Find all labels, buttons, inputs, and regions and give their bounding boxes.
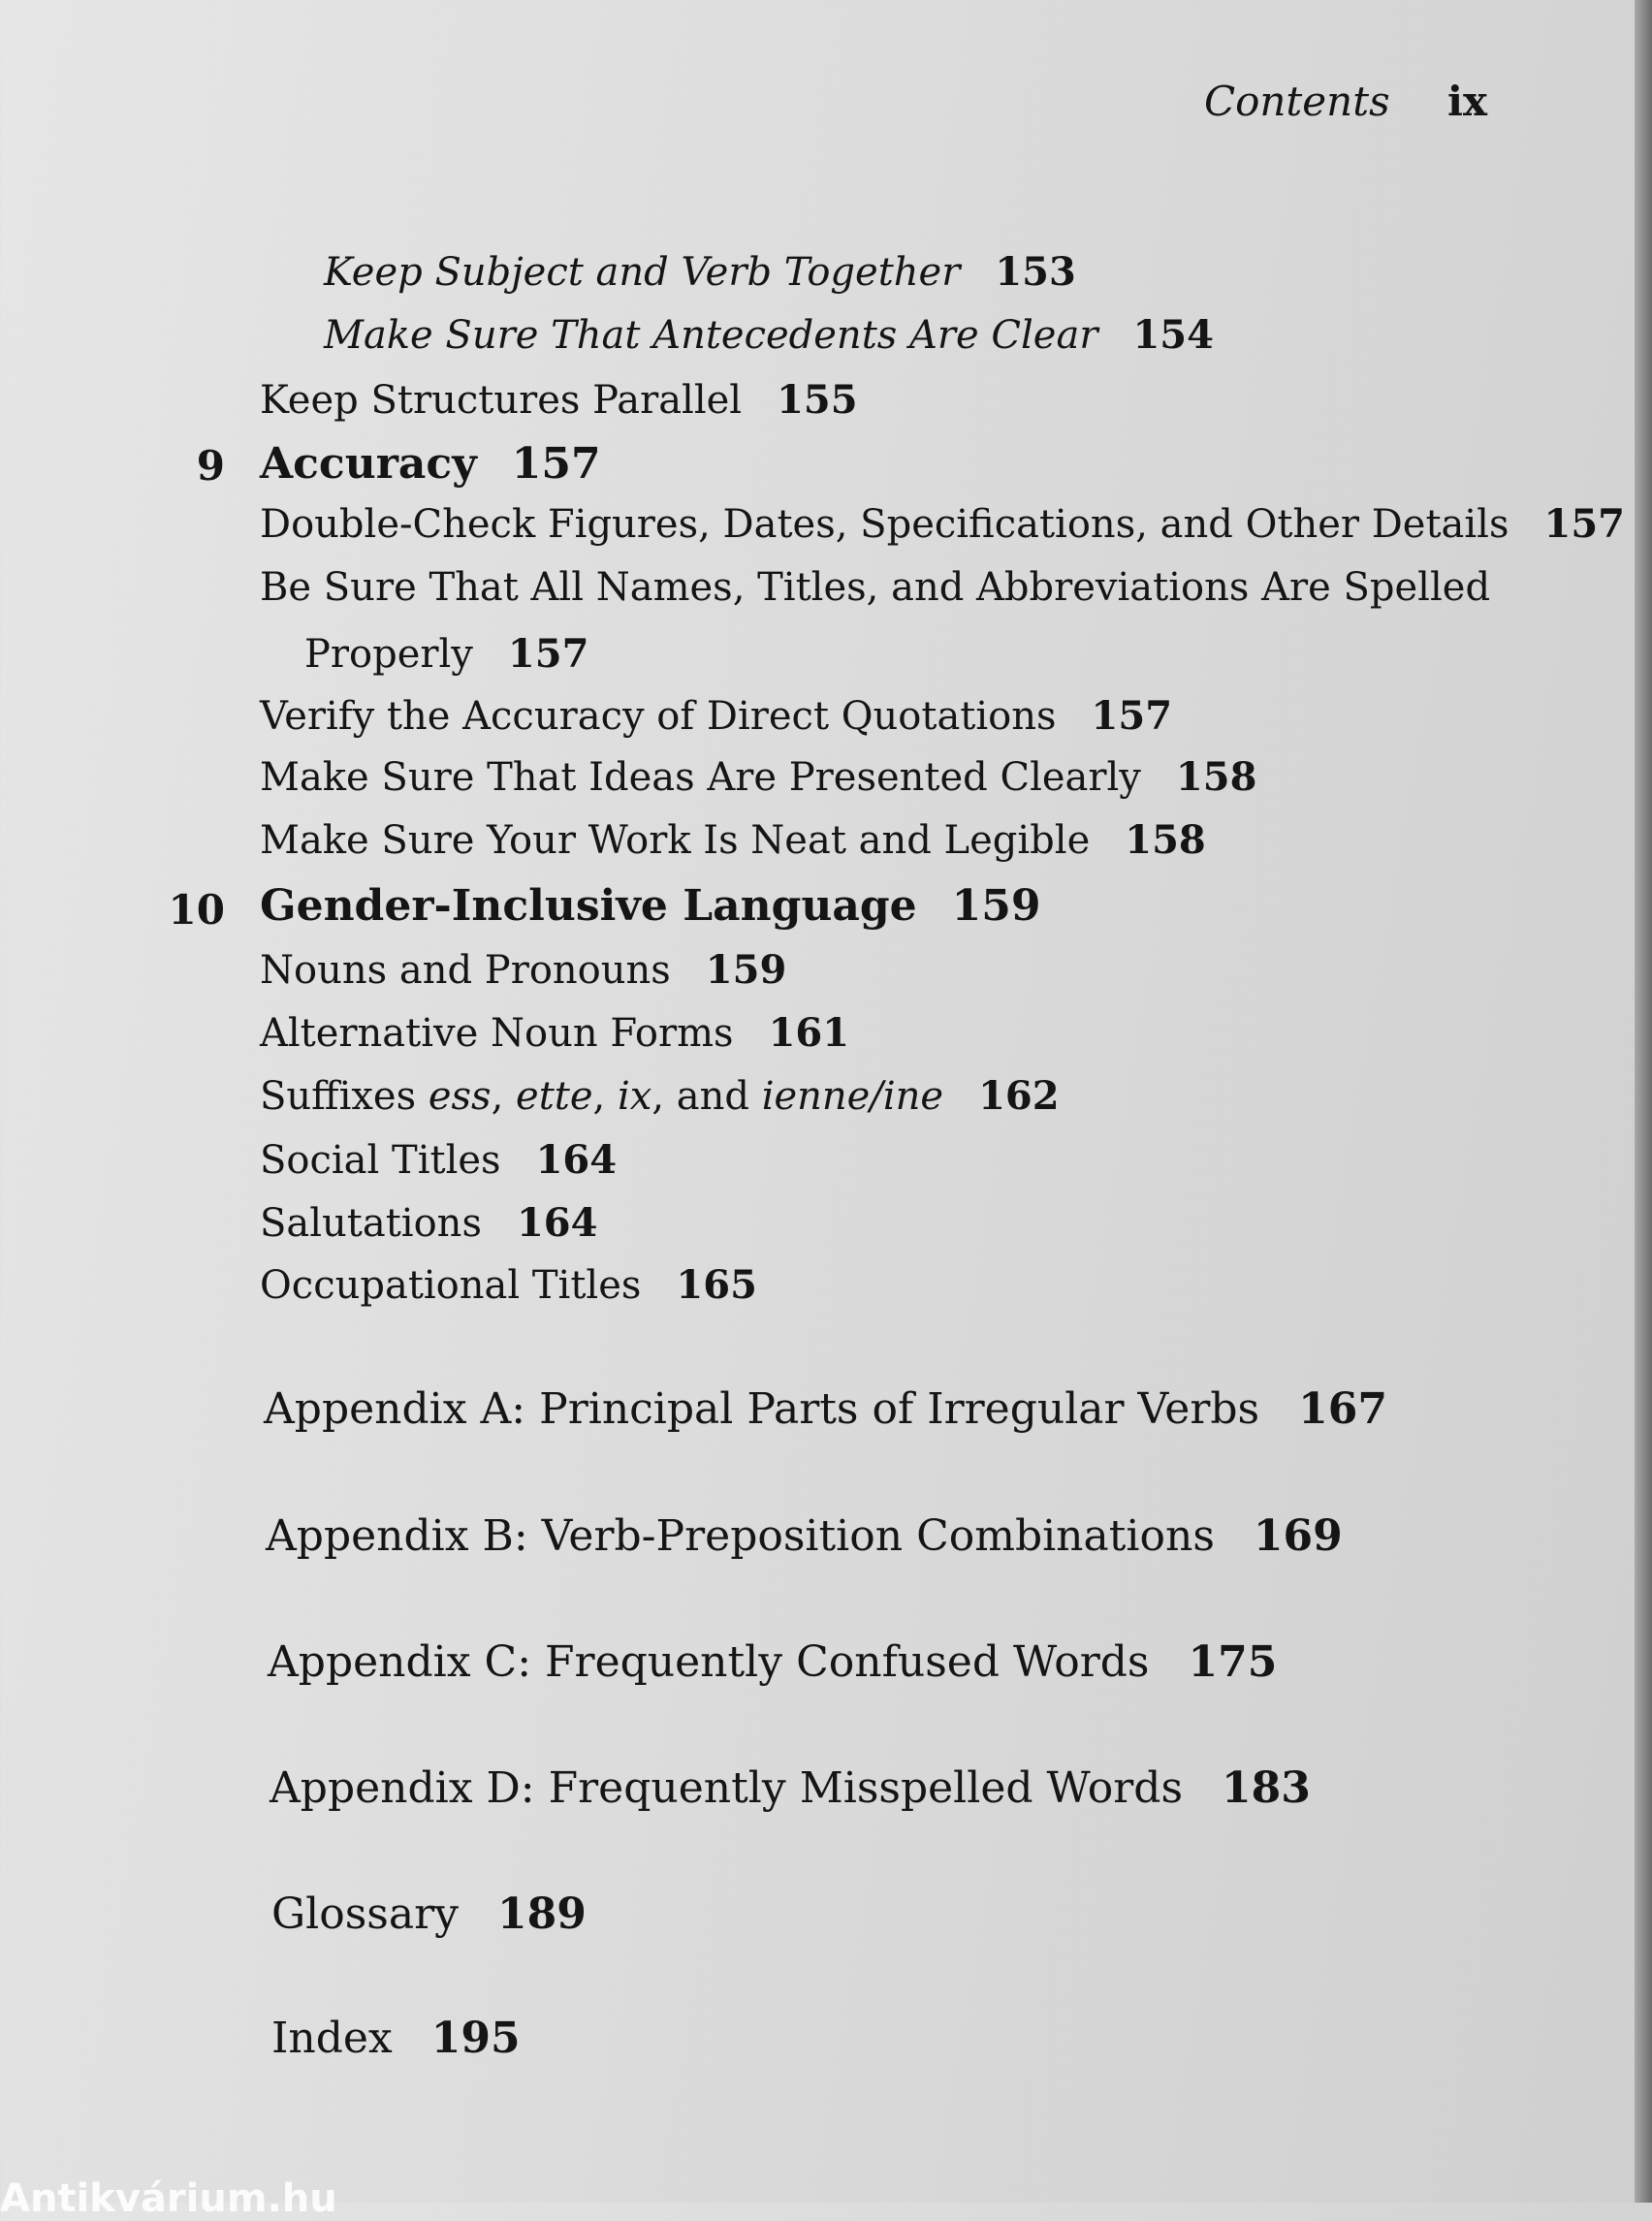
toc-entry-label-prefix: Suffixes xyxy=(260,1074,429,1119)
toc-entry-antecedents xyxy=(324,313,1214,358)
toc-entry-page: 195 xyxy=(430,2014,521,2063)
toc-entry-page: 162 xyxy=(978,1073,1060,1119)
toc-entry-label: Glossary xyxy=(271,1889,459,1939)
toc-entry-label: Appendix B: Verb-Preposition Combinations xyxy=(266,1511,1215,1561)
toc-appendix-b xyxy=(266,1512,1343,1562)
toc-entry-label: Be Sure That All Names, Titles, and Abbreviations Are Spelled xyxy=(260,565,1491,610)
toc-entry-page: 158 xyxy=(1125,817,1206,863)
toc-entry-ideas-clearly xyxy=(260,755,1256,800)
suffix-ette: ette xyxy=(516,1074,593,1119)
toc-entry-page: 155 xyxy=(777,377,858,423)
separator: , xyxy=(491,1074,517,1119)
toc-entry-page: 153 xyxy=(995,249,1076,295)
toc-chapter-title: Accuracy xyxy=(260,439,477,489)
toc-entry-label: Double-Check Figures, Dates, Specifications, and Other Details xyxy=(260,502,1509,547)
toc-entry-page: 159 xyxy=(705,947,787,993)
toc-entry-page: 164 xyxy=(516,1200,598,1246)
toc-entry-salutations xyxy=(260,1201,597,1246)
toc-entry-social-titles xyxy=(260,1138,617,1183)
toc-entry-names-titles-continued xyxy=(304,632,588,677)
separator: , and xyxy=(651,1074,762,1119)
toc-chapter-accuracy xyxy=(260,440,601,490)
running-head xyxy=(1204,78,1487,125)
toc-entry-page: 159 xyxy=(951,881,1041,931)
toc-entry-label: Keep Structures Parallel xyxy=(260,378,743,423)
suffix-ienne-ine: ienne/ine xyxy=(761,1074,944,1119)
toc-glossary xyxy=(271,1890,587,1940)
toc-entry-nouns-pronouns xyxy=(260,948,786,993)
toc-entry-page: 154 xyxy=(1132,312,1214,358)
toc-entry-page: 161 xyxy=(768,1010,850,1056)
toc-entry-page: 157 xyxy=(1091,693,1173,739)
toc-entry-page: 169 xyxy=(1253,1511,1343,1561)
toc-entry-page: 157 xyxy=(507,631,589,677)
toc-entry-page: 164 xyxy=(535,1137,618,1183)
suffix-ess: ess xyxy=(428,1074,492,1119)
toc-entry-label: Salutations xyxy=(260,1201,482,1246)
toc-entry-suffixes xyxy=(260,1074,1060,1119)
toc-entry-label: Verify the Accuracy of Direct Quotations xyxy=(260,694,1057,739)
toc-entry-label: Appendix D: Frequently Misspelled Words xyxy=(270,1763,1184,1813)
toc-appendix-d xyxy=(270,1764,1311,1814)
toc-appendix-c xyxy=(268,1638,1277,1688)
page-edge xyxy=(1635,0,1652,2203)
toc-entry-page: 157 xyxy=(1543,501,1625,547)
toc-chapter-gender-inclusive xyxy=(260,882,1041,932)
toc-entry-label: Make Sure That Ideas Are Presented Clearly xyxy=(260,755,1141,800)
toc-index xyxy=(271,2015,521,2064)
suffix-ix: ix xyxy=(617,1074,652,1119)
toc-entry-page: 175 xyxy=(1188,1637,1278,1687)
toc-entry-label: Appendix A: Principal Parts of Irregular Verbs xyxy=(264,1384,1260,1434)
toc-entry-label: Alternative Noun Forms xyxy=(260,1011,734,1056)
toc-entry-label: Index xyxy=(271,2014,393,2063)
toc-appendix-a xyxy=(264,1385,1387,1435)
toc-entry-page: 157 xyxy=(511,439,601,489)
toc-entry-page: 167 xyxy=(1298,1384,1387,1434)
watermark: Antikvárium.hu xyxy=(0,2176,337,2221)
toc-entry-label: Social Titles xyxy=(260,1138,501,1183)
toc-entry-double-check xyxy=(260,502,1625,547)
toc-entry-page: 165 xyxy=(676,1262,757,1308)
toc-entry-occupational-titles xyxy=(260,1263,757,1308)
toc-entry-label: Properly xyxy=(304,632,473,677)
toc-entry-label: Occupational Titles xyxy=(260,1263,642,1308)
chapter-number: 10 xyxy=(168,886,225,934)
toc-entry-neat-legible xyxy=(260,818,1206,863)
toc-entry-label: Nouns and Pronouns xyxy=(260,948,671,993)
toc-entry-keep-subject-verb xyxy=(324,250,1076,295)
toc-chapter-title: Gender-Inclusive Language xyxy=(260,881,917,931)
toc-entry-label: Make Sure That Antecedents Are Clear xyxy=(324,313,1098,358)
toc-entry-page: 158 xyxy=(1175,754,1257,800)
toc-entry-page: 189 xyxy=(497,1889,587,1939)
separator: , xyxy=(592,1074,618,1119)
running-head-title: Contents xyxy=(1203,78,1390,125)
toc-entry-names-titles xyxy=(260,565,1490,610)
running-head-page-number: ix xyxy=(1447,78,1487,125)
toc-entry-quotations xyxy=(260,694,1172,739)
toc-entry-label: Make Sure Your Work Is Neat and Legible xyxy=(260,818,1091,863)
toc-entry-label: Keep Subject and Verb Together xyxy=(324,250,961,295)
toc-entry-parallel xyxy=(260,378,858,423)
toc-entry-label: Appendix C: Frequently Confused Words xyxy=(268,1637,1150,1687)
toc-entry-page: 183 xyxy=(1222,1763,1311,1813)
chapter-number: 9 xyxy=(196,442,225,490)
toc-entry-alternative-noun-forms xyxy=(260,1011,849,1056)
